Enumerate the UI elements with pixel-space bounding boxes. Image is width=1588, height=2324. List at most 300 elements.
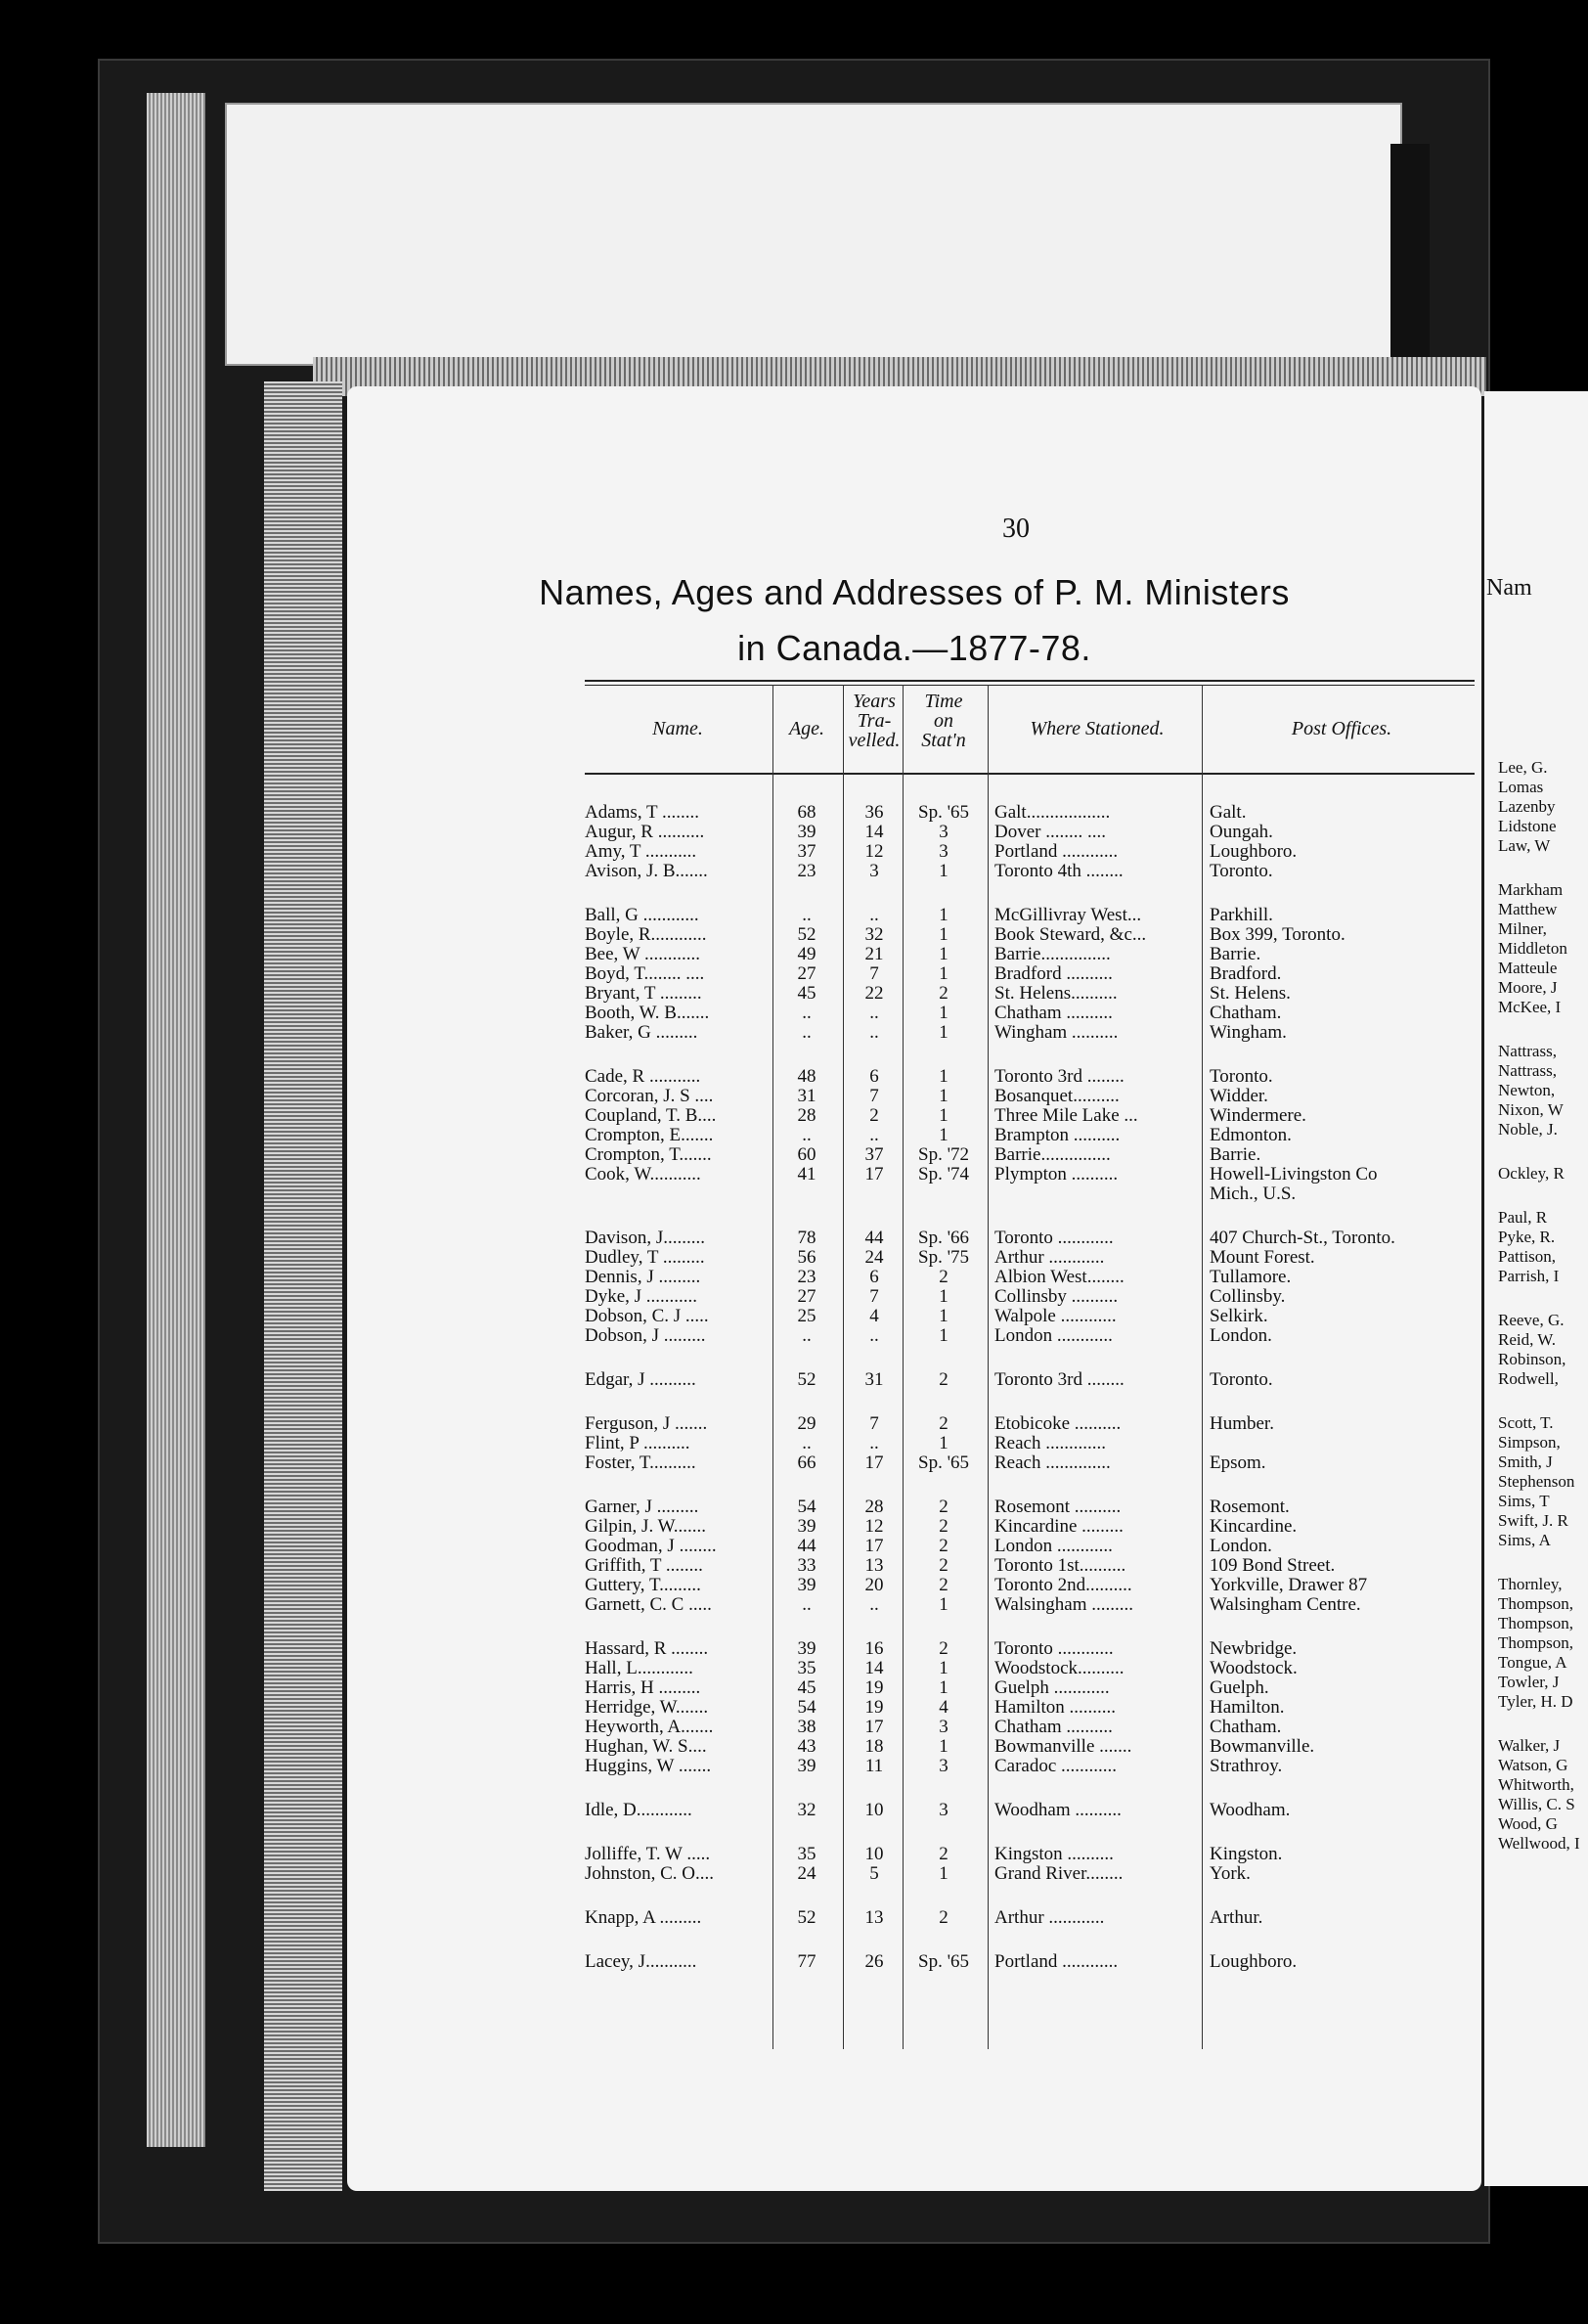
cell-time: 3 <box>939 1717 948 1737</box>
cell-years: .. <box>869 1325 879 1346</box>
cell-name: Flint, P .......... <box>585 1433 690 1453</box>
cell-age: 54 <box>797 1697 816 1718</box>
facing-page-name: Paul, R <box>1498 1208 1548 1227</box>
cell-time: 2 <box>939 1369 948 1390</box>
cell-years: 13 <box>864 1555 884 1576</box>
cell-years: 10 <box>864 1844 884 1864</box>
col-header-years-line3: velled. <box>848 730 901 751</box>
cell-post: Walsingham Centre. <box>1210 1594 1361 1615</box>
cell-post: Woodham. <box>1210 1800 1291 1820</box>
cell-years: 19 <box>864 1697 884 1718</box>
cell-time: 1 <box>939 944 948 964</box>
cell-name: Booth, W. B....... <box>585 1003 710 1023</box>
cell-name: Garner, J ......... <box>585 1497 699 1517</box>
cell-years: 17 <box>864 1717 884 1737</box>
cell-age: 24 <box>797 1863 816 1884</box>
cell-years: .. <box>869 905 879 925</box>
cell-name: Corcoran, J. S .... <box>585 1086 714 1106</box>
cell-where: Toronto 1st.......... <box>994 1555 1126 1576</box>
cell-age: 52 <box>797 1369 816 1390</box>
cell-post: Collinsby. <box>1210 1286 1286 1307</box>
cell-where: Toronto 2nd.......... <box>994 1575 1132 1595</box>
cell-post: Strathroy. <box>1210 1756 1283 1776</box>
cell-age: 45 <box>797 1677 816 1698</box>
cell-name: Coupland, T. B.... <box>585 1105 717 1126</box>
cell-age: 43 <box>797 1736 816 1757</box>
col-header-years-line2: Tra- <box>857 710 892 732</box>
cell-where: Hamilton .......... <box>994 1697 1117 1718</box>
facing-page-name: Reeve, G. <box>1498 1311 1565 1329</box>
cell-age: 35 <box>797 1658 816 1678</box>
cell-post: Edmonton. <box>1210 1125 1292 1145</box>
cell-where: Reach ............. <box>994 1433 1106 1453</box>
cell-age: .. <box>802 1022 812 1043</box>
facing-page-name: Sims, T <box>1498 1492 1550 1510</box>
cell-where: Toronto 3rd ........ <box>994 1369 1125 1390</box>
cell-name: Augur, R .......... <box>585 822 705 842</box>
facing-page-name: Rodwell, <box>1498 1369 1559 1388</box>
col-header-years-line1: Years <box>853 691 896 712</box>
cell-age: 35 <box>797 1844 816 1864</box>
cell-name: Hassard, R ........ <box>585 1638 709 1659</box>
cell-post: Parkhill. <box>1210 905 1273 925</box>
cell-age: 39 <box>797 1756 816 1776</box>
col-header-years <box>846 692 903 750</box>
cell-where: Barrie............... <box>994 944 1111 964</box>
facing-page-name: Stephenson <box>1498 1472 1575 1491</box>
cell-years: 44 <box>864 1228 884 1248</box>
cell-name: Dobson, J ......... <box>585 1325 706 1346</box>
cell-time: 2 <box>939 1555 948 1576</box>
facing-page-name: Lazenby <box>1498 797 1556 816</box>
cell-time: 1 <box>939 1594 948 1615</box>
cell-where: Arthur ............ <box>994 1907 1105 1928</box>
cell-post: Newbridge. <box>1210 1638 1298 1659</box>
cell-age: 37 <box>797 841 816 862</box>
cell-name: Ball, G ............ <box>585 905 699 925</box>
cell-time: 1 <box>939 905 948 925</box>
cell-name: Dennis, J ......... <box>585 1267 701 1287</box>
facing-page-name: Willis, C. S <box>1498 1795 1575 1813</box>
cell-age: 49 <box>797 944 816 964</box>
cell-post: Box 399, Toronto. <box>1210 924 1345 945</box>
cell-time: 2 <box>939 983 948 1004</box>
cell-where: Three Mile Lake ... <box>994 1105 1138 1126</box>
cell-time: 2 <box>939 1497 948 1517</box>
cell-name: Griffith, T ........ <box>585 1555 703 1576</box>
cell-name: Hall, L............ <box>585 1658 693 1678</box>
cell-name: Dobson, C. J ..... <box>585 1306 709 1326</box>
facing-page-name: Law, W <box>1498 836 1551 855</box>
cell-years: 18 <box>864 1736 884 1757</box>
cell-years: 37 <box>864 1144 884 1165</box>
cell-name: Goodman, J ........ <box>585 1536 717 1556</box>
cell-where: McGillivray West... <box>994 905 1142 925</box>
cell-post: Bradford. <box>1210 963 1282 984</box>
cell-name: Herridge, W....... <box>585 1697 709 1718</box>
page-side-edge <box>264 381 342 2191</box>
cell-name: Davison, J......... <box>585 1228 705 1248</box>
page-title: Names, Ages and Addresses of P. M. Ministers <box>539 572 1290 612</box>
cell-time: 2 <box>939 1844 948 1864</box>
facing-page-name: Markham <box>1498 880 1564 899</box>
cell-name: Ferguson, J ....... <box>585 1413 708 1434</box>
cell-age: 52 <box>797 1907 816 1928</box>
cell-post: 109 Bond Street. <box>1210 1555 1336 1576</box>
cell-age: 28 <box>797 1105 816 1126</box>
facing-page-name: Scott, T. <box>1498 1413 1554 1432</box>
cell-post: Rosemont. <box>1210 1497 1290 1517</box>
cell-years: 2 <box>869 1105 879 1126</box>
facing-page-name: Moore, J <box>1498 978 1558 997</box>
cell-years: 7 <box>869 1086 879 1106</box>
facing-page-name: Nattrass, <box>1498 1042 1557 1060</box>
cell-name: Boyd, T........ .... <box>585 963 705 984</box>
cell-time: 2 <box>939 1575 948 1595</box>
facing-page-name: Thompson, <box>1498 1633 1573 1652</box>
page-subtitle: in Canada.—1877-78. <box>737 628 1091 668</box>
cell-time: 1 <box>939 1863 948 1884</box>
facing-page-name: Thornley, <box>1498 1575 1563 1593</box>
cell-post: York. <box>1210 1863 1251 1884</box>
cell-where: Woodstock.......... <box>994 1658 1125 1678</box>
col-header-time <box>903 692 985 750</box>
cell-where: Toronto 3rd ........ <box>994 1066 1125 1087</box>
cell-years: 17 <box>864 1164 884 1184</box>
cell-age: 23 <box>797 1267 816 1287</box>
cell-name: Heyworth, A....... <box>585 1717 714 1737</box>
cell-name: Foster, T.......... <box>585 1452 696 1473</box>
cell-post: Toronto. <box>1210 1066 1273 1087</box>
cell-where: Barrie............... <box>994 1144 1111 1165</box>
cell-where: Albion West........ <box>994 1267 1125 1287</box>
cell-where: Chatham .......... <box>994 1003 1113 1023</box>
cell-time: 4 <box>939 1697 948 1718</box>
facing-page-name: Pattison, <box>1498 1247 1557 1266</box>
cell-age: 39 <box>797 1575 816 1595</box>
cell-name: Jolliffe, T. W ..... <box>585 1844 711 1864</box>
cell-age: 68 <box>797 802 816 823</box>
cell-post: Woodstock. <box>1210 1658 1298 1678</box>
cell-time: 3 <box>939 1756 948 1776</box>
facing-page-name: Thompson, <box>1498 1594 1573 1613</box>
cell-years: .. <box>869 1594 879 1615</box>
cell-age: 66 <box>797 1452 816 1473</box>
cell-where: Toronto ............ <box>994 1228 1114 1248</box>
cell-years: 7 <box>869 963 879 984</box>
cell-where: London ............ <box>994 1536 1113 1556</box>
cell-name: Huggins, W ....... <box>585 1756 712 1776</box>
cell-age: 39 <box>797 1638 816 1659</box>
cell-time: 1 <box>939 1022 948 1043</box>
cell-age: 54 <box>797 1497 816 1517</box>
cell-time: 1 <box>939 1286 948 1307</box>
col-header-time-line1: Time <box>924 691 963 712</box>
facing-page-fragment <box>1484 391 1588 2186</box>
cell-post: Windermere. <box>1210 1105 1306 1126</box>
cell-years: 22 <box>864 983 884 1004</box>
cell-time: 1 <box>939 963 948 984</box>
cell-age: 38 <box>797 1717 816 1737</box>
col-divider <box>772 685 773 2049</box>
cell-years: 17 <box>864 1536 884 1556</box>
cell-years: 17 <box>864 1452 884 1473</box>
cell-time: 2 <box>939 1267 948 1287</box>
cell-time: 2 <box>939 1638 948 1659</box>
previous-page-fragment <box>225 103 1402 366</box>
cell-time: 1 <box>939 924 948 945</box>
cell-time: 1 <box>939 1105 948 1126</box>
cell-post: Epsom. <box>1210 1452 1266 1473</box>
facing-page-name: Pyke, R. <box>1498 1228 1556 1246</box>
cell-time: Sp. '65 <box>918 1452 969 1473</box>
cell-where: Bowmanville ....... <box>994 1736 1132 1757</box>
cell-where: Plympton .......... <box>994 1164 1119 1184</box>
cell-age: .. <box>802 1325 812 1346</box>
cell-time: 1 <box>939 1125 948 1145</box>
cell-time: 2 <box>939 1516 948 1537</box>
cell-time: 1 <box>939 1325 948 1346</box>
cell-where: Arthur ............ <box>994 1247 1105 1268</box>
cell-years: .. <box>869 1003 879 1023</box>
cell-age: 33 <box>797 1555 816 1576</box>
cell-time: Sp. '66 <box>918 1228 969 1248</box>
cell-name: Garnett, C. C ..... <box>585 1594 712 1615</box>
cell-years: 7 <box>869 1413 879 1434</box>
cell-time: Sp. '65 <box>918 802 969 823</box>
cell-time: 2 <box>939 1536 948 1556</box>
cell-time: 1 <box>939 1677 948 1698</box>
facing-page-name: Sims, A <box>1498 1531 1551 1549</box>
cell-name: Guttery, T......... <box>585 1575 701 1595</box>
cell-time: 1 <box>939 1736 948 1757</box>
cell-where: Walpole ............ <box>994 1306 1117 1326</box>
cell-name: Knapp, A ......... <box>585 1907 702 1928</box>
cell-age: .. <box>802 905 812 925</box>
cell-name: Adams, T ........ <box>585 802 699 823</box>
cell-post: Galt. <box>1210 802 1247 823</box>
cell-post: Selkirk. <box>1210 1306 1268 1326</box>
cell-name: Bryant, T ......... <box>585 983 702 1004</box>
cell-name: Dyke, J ........... <box>585 1286 698 1307</box>
cell-post: Loughboro. <box>1210 1951 1298 1972</box>
cell-post: Barrie. <box>1210 944 1261 964</box>
cell-name: Johnston, C. O.... <box>585 1863 714 1884</box>
facing-page-name: Walker, J <box>1498 1736 1561 1755</box>
cell-where: Kingston .......... <box>994 1844 1114 1864</box>
facing-page-name: Wellwood, I <box>1498 1834 1580 1853</box>
facing-page-name: Swift, J. R <box>1498 1511 1568 1530</box>
cell-age: 56 <box>797 1247 816 1268</box>
cell-post: St. Helens. <box>1210 983 1291 1004</box>
cell-post: London. <box>1210 1325 1272 1346</box>
cell-age: 44 <box>797 1536 816 1556</box>
facing-page-name: Matteule <box>1498 959 1558 977</box>
cell-post: Chatham. <box>1210 1003 1282 1023</box>
cell-time: 3 <box>939 1800 948 1820</box>
cell-post: Kincardine. <box>1210 1516 1298 1537</box>
cell-where: St. Helens.......... <box>994 983 1118 1004</box>
cell-years: 28 <box>864 1497 884 1517</box>
cell-name: Dudley, T ......... <box>585 1247 705 1268</box>
facing-page-name: Nattrass, <box>1498 1061 1557 1080</box>
cell-years: .. <box>869 1125 879 1145</box>
cell-post: Kingston. <box>1210 1844 1283 1864</box>
cell-where: Reach .............. <box>994 1452 1111 1473</box>
cell-time: Sp. '75 <box>918 1247 969 1268</box>
cell-post: Toronto. <box>1210 1369 1273 1390</box>
cell-years: 10 <box>864 1800 884 1820</box>
facing-page-heading: Nam <box>1486 575 1532 601</box>
cell-time: 3 <box>939 841 948 862</box>
cell-time: 2 <box>939 1413 948 1434</box>
col-divider <box>1202 685 1203 2049</box>
cell-post: Mich., U.S. <box>1210 1184 1297 1204</box>
cell-age: .. <box>802 1003 812 1023</box>
facing-page-name: Whitworth, <box>1498 1775 1574 1794</box>
cell-post: Loughboro. <box>1210 841 1298 862</box>
cell-name: Cook, W........... <box>585 1164 701 1184</box>
cell-age: 48 <box>797 1066 816 1087</box>
facing-page-name: Tyler, H. D <box>1498 1692 1573 1711</box>
facing-page-name: Lee, G. <box>1498 758 1548 777</box>
cell-name: Bee, W ............ <box>585 944 701 964</box>
cell-name: Boyle, R............ <box>585 924 707 945</box>
col-header-post: Post Offices. <box>1291 718 1392 739</box>
cell-where: Toronto ............ <box>994 1638 1114 1659</box>
cell-age: 27 <box>797 963 816 984</box>
cell-time: 3 <box>939 822 948 842</box>
cell-name: Idle, D............ <box>585 1800 692 1820</box>
facing-page-name: Nixon, W <box>1498 1100 1564 1119</box>
cell-years: 24 <box>864 1247 884 1268</box>
cell-where: Toronto 4th ........ <box>994 861 1124 881</box>
cell-age: 52 <box>797 924 816 945</box>
cell-where: Dover ........ .... <box>994 822 1106 842</box>
cell-age: 32 <box>797 1800 816 1820</box>
cell-years: 6 <box>869 1066 879 1087</box>
cell-post: Yorkville, Drawer 87 <box>1210 1575 1368 1595</box>
cell-age: .. <box>802 1125 812 1145</box>
header-bottom-rule <box>585 773 1475 775</box>
cell-years: 13 <box>864 1907 884 1928</box>
cell-where: Bradford .......... <box>994 963 1113 984</box>
cell-time: 1 <box>939 1066 948 1087</box>
cell-years: 21 <box>864 944 884 964</box>
cell-name: Baker, G ......... <box>585 1022 698 1043</box>
cell-time: 1 <box>939 1658 948 1678</box>
cell-post: Arthur. <box>1210 1907 1263 1928</box>
cell-age: 45 <box>797 983 816 1004</box>
cell-where: Kincardine ......... <box>994 1516 1124 1537</box>
cell-years: 3 <box>869 861 879 881</box>
col-divider <box>988 685 989 2049</box>
cell-post: Hamilton. <box>1210 1697 1285 1718</box>
facing-page-name: Milner, <box>1498 919 1547 938</box>
facing-page-name: Thompson, <box>1498 1614 1573 1632</box>
cell-post: 407 Church-St., Toronto. <box>1210 1228 1395 1248</box>
col-divider <box>843 685 844 2049</box>
cell-years: 7 <box>869 1286 879 1307</box>
cell-years: 32 <box>864 924 884 945</box>
cell-name: Avison, J. B....... <box>585 861 708 881</box>
facing-page-name: Reid, W. <box>1498 1330 1557 1349</box>
cell-years: .. <box>869 1433 879 1453</box>
cell-age: .. <box>802 1594 812 1615</box>
facing-page-name: Wood, G <box>1498 1814 1558 1833</box>
cell-age: 39 <box>797 822 816 842</box>
cell-post: Toronto. <box>1210 861 1273 881</box>
facing-page-name: Middleton <box>1498 939 1567 958</box>
cell-age: 78 <box>797 1228 816 1248</box>
cell-where: Portland ............ <box>994 1951 1119 1972</box>
cell-years: 12 <box>864 1516 884 1537</box>
page-number: 30 <box>1002 514 1030 544</box>
cell-time: 1 <box>939 1003 948 1023</box>
cell-post: Chatham. <box>1210 1717 1282 1737</box>
cell-where: Chatham .......... <box>994 1717 1113 1737</box>
cell-where: Collinsby .......... <box>994 1286 1119 1307</box>
cell-age: 60 <box>797 1144 816 1165</box>
cell-age: 27 <box>797 1286 816 1307</box>
col-header-name: Name. <box>652 718 703 739</box>
facing-page-name: Noble, J. <box>1498 1120 1558 1139</box>
cell-where: Portland ............ <box>994 841 1119 862</box>
cell-age: 39 <box>797 1516 816 1537</box>
cell-name: Amy, T ........... <box>585 841 697 862</box>
cell-years: 19 <box>864 1677 884 1698</box>
cell-where: Rosemont .......... <box>994 1497 1122 1517</box>
header-top-rule-2 <box>585 685 1475 686</box>
facing-page-name: Watson, G <box>1498 1756 1568 1774</box>
cell-age: 29 <box>797 1413 816 1434</box>
facing-page-name: Lidstone <box>1498 817 1557 835</box>
facing-page-name: Ockley, R <box>1498 1164 1565 1183</box>
cell-years: 16 <box>864 1638 884 1659</box>
cell-where: Etobicoke .......... <box>994 1413 1122 1434</box>
cell-where: Guelph ............ <box>994 1677 1110 1698</box>
cell-post: Guelph. <box>1210 1677 1269 1698</box>
cell-where: Caradoc ............ <box>994 1756 1118 1776</box>
cell-name: Crompton, T....... <box>585 1144 712 1165</box>
cell-years: 26 <box>864 1951 884 1972</box>
cell-where: Bosanquet.......... <box>994 1086 1120 1106</box>
facing-page-name: Smith, J <box>1498 1452 1553 1471</box>
cell-where: Galt.................. <box>994 802 1111 823</box>
cell-time: 1 <box>939 1433 948 1453</box>
cell-age: 77 <box>797 1951 816 1972</box>
cell-time: 1 <box>939 1086 948 1106</box>
cell-where: Book Steward, &c... <box>994 924 1147 945</box>
cell-where: Woodham .......... <box>994 1800 1122 1820</box>
cell-post: London. <box>1210 1536 1272 1556</box>
cell-years: .. <box>869 1022 879 1043</box>
cell-years: 12 <box>864 841 884 862</box>
cell-where: Brampton .......... <box>994 1125 1121 1145</box>
cell-years: 31 <box>864 1369 884 1390</box>
cell-time: 2 <box>939 1907 948 1928</box>
facing-page-name: Newton, <box>1498 1081 1556 1099</box>
cell-post: Tullamore. <box>1210 1267 1292 1287</box>
cell-years: 5 <box>869 1863 879 1884</box>
cell-age: 23 <box>797 861 816 881</box>
cell-name: Hughan, W. S.... <box>585 1736 707 1757</box>
page-edges <box>147 93 205 2147</box>
cell-age: 31 <box>797 1086 816 1106</box>
cell-post: Bowmanville. <box>1210 1736 1315 1757</box>
cell-time: Sp. '72 <box>918 1144 969 1165</box>
cell-years: 14 <box>864 1658 884 1678</box>
